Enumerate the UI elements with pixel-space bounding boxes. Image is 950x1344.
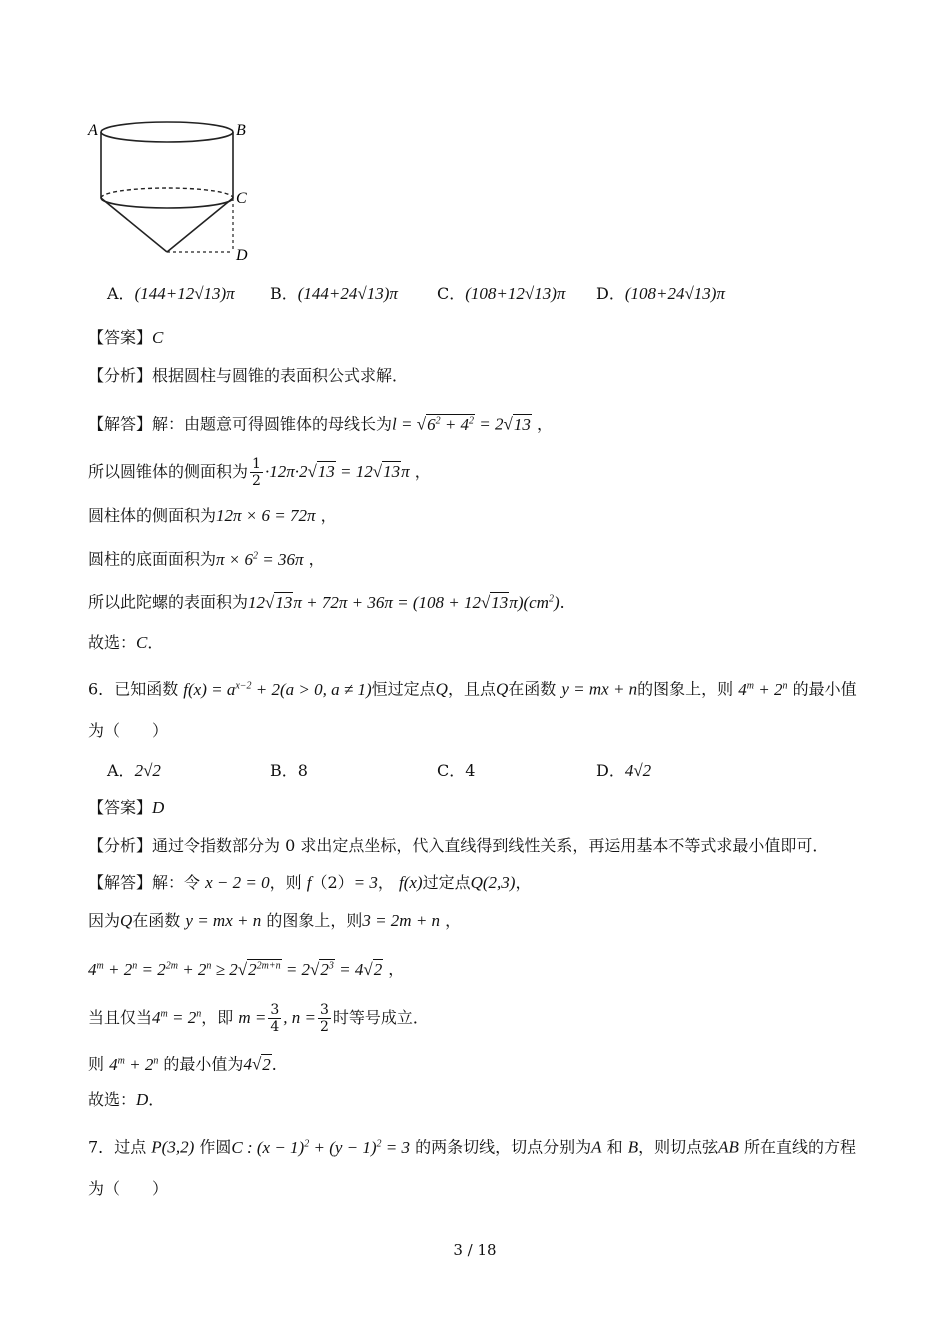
q5-option-d: D．(108+24√13)π <box>596 284 725 303</box>
q5-analysis: 【分析】根据圆柱与圆锥的表面积公式求解． <box>88 366 409 385</box>
q5-solution-line-1: 【解答】解：由题意可得圆锥体的母线长为$l = √6^2 + 4^2 = 2√13$ ， <box>88 414 553 434</box>
q6-solution-line-5: 则 $4^m + 2^n$ 的最小值为4√2． <box>88 1054 288 1074</box>
q6-solution-line-1: 【解答】解：令 x − 2 = 0，则 f（2）= 3， f(x)过定点Q(2,3)， <box>88 873 532 892</box>
q5-choose: 故选：C． <box>88 633 164 652</box>
q6-option-c: C．4 <box>437 761 476 780</box>
q5-option-b: B．(144+24√13)π <box>270 284 398 303</box>
q6-analysis: 【分析】通过令指数部分为 0 求出定点坐标，代入直线得到线性关系，再运用基本不等式求最小值即可． <box>88 836 829 855</box>
q6-solution-line-2: 因为Q在函数 y = mx + n 的图象上，则3 = 2m + n ， <box>88 911 462 930</box>
q5-solution-line-4: 圆柱的底面面积为$\pi \times 6^2 = 36\pi$ ， <box>88 549 325 569</box>
q6-answer: 【答案】D <box>88 798 165 817</box>
spinning-top-figure <box>86 110 256 270</box>
q6-option-a: A．2√2 <box>107 761 161 780</box>
q6-solution-line-3: $4^m + 2^n = 2^{2m} + 2^n \ge 2√2^{2m+n} = 2√2^3 = 4√2$ ， <box>88 959 405 979</box>
figure-label-c: C <box>236 190 247 207</box>
figure-label-d: D <box>236 247 248 264</box>
q5-option-a: A．(144+12√13)π <box>107 284 235 303</box>
figure-label-b: B <box>236 122 246 139</box>
q7-stem-line-2: 为（ ） <box>88 1179 169 1198</box>
figure-label-a: A <box>88 122 98 139</box>
q6-choose: 故选：D． <box>88 1090 165 1109</box>
q5-option-c: C．(108+12√13)π <box>437 284 566 303</box>
q5-solution-line-5: 所以此陀螺的表面积为$12√13\pi + 72\pi + 36\pi = (108 + 12√13\pi)(cm^2)$． <box>88 592 576 612</box>
page-number: 3 / 18 <box>453 1241 497 1259</box>
q6-option-b: B．8 <box>270 761 308 780</box>
q6-option-d: D．4√2 <box>596 761 652 780</box>
q5-solution-line-3: 圆柱体的侧面积为12π × 6 = 72π ， <box>88 506 337 525</box>
q5-solution-line-2: 所以圆锥体的侧面积为 $\frac{1}{2}$ ·12π·2√13 = 12√13π ， <box>88 456 431 489</box>
q6-stem-line-2: 为（ ） <box>88 721 169 740</box>
q7-stem-line-1: 7．过点 P(3,2) 作圆C : $(x - 1)^2 + (y - 1)^2 = 3$ 的两条切线，切点分别为A 和 B，则切点弦AB 所在直线的方程 <box>88 1137 857 1157</box>
q6-stem-line-1: 6．已知函数 $f(x) = a^{x-2} + 2(a > 0$, a ≠ 1)恒过定点Q，且点Q在函数 y = mx + n的图象上，则 $4^m + 2^n$ 的最小值 <box>88 679 857 699</box>
q6-solution-line-4: 当且仅当$4^m = 2^n$，即 m = $\frac{3}{4}$ , n = $\frac{3}{2}$ 时等号成立． <box>88 1002 429 1035</box>
q5-answer: 【答案】C <box>88 328 164 347</box>
